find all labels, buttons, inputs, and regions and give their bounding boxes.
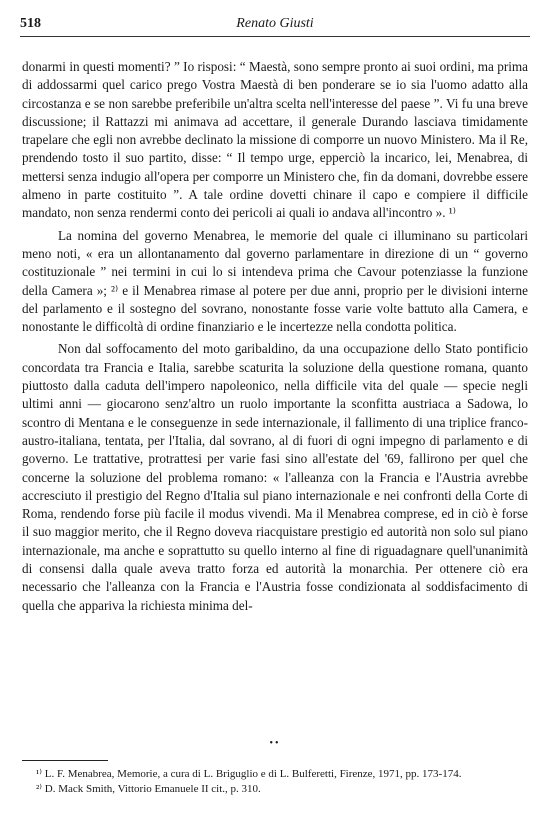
footnotes (22, 767, 528, 797)
paragraph-roman-question: Non dal soffocamento del moto garibaldino, da una occupazione dello Stato pontificio concordata tra Francia e Italia, sarebbe scaturita la soluzione della questione romana, quanto piuttosto dalla caduta dell'impero napoleonico, nella difficile vita del quale — specie negli ultimi anni — giocarono senz'altro un ruolo importante la sconfitta austriaca a Sadowa, lo scontro di Mentana e le conseguenze in sede internazionale, il fallimento di una triplice franco-austro-italiana, tentata, per l'Italia, dal sovrano, al di fuori di ogni impegno di parlamento e di governo. Le trattative, protrattesi per varie fasi sino all'estate del '69, fallirono per quel che concerne la soluzione del problema romano: « l'alleanza con la Francia e l'Austria avrebbe accresciuto il prestigio del Regno d'Italia sul piano internazionale e nei confronti della Corte di Roma, rendendo forse più facile il modus vivendi. Ma il Menabrea comprese, ed in ciò è forse il suo maggior merito, che il Regno doveva riacquistare prestigio ed autorità non solo sul piano internazionale, ma anche e soprattutto su quello interno al fine di riguadagnare quell'unanimità di consensi dalla quale aveva tratto forza ed autorità la monarchia. Per ottenere ciò era necessario che l'alleanza con la Francia e l'Austria fosse condizionata al soddisfacimento di quella che appariva la richiesta minima del- (22, 341, 528, 613)
paragraph-menabrea-government: La nomina del governo Menabrea, le memorie del quale ci illuminano su particolari meno noti, « era un allontanamento dal governo parlamentare in direzione di un “ governo costituzionale ” nei termini in cui lo si intendeva prima che Cavour potenziasse la funzione della Camera »; ²⁾ e il Menabrea rimase al potere per due anni, proprio per le divisioni interne del parlamento e il sostegno del sovrano, nonostante fosse varie volte battuto alla Camera, e nonostante le difficoltà di ordine finanziario e le incertezze nella condotta politica. (22, 227, 528, 335)
signature-mark: •• (269, 738, 281, 749)
paragraph-continuation: donarmi in questi momenti? ” Io risposi: “ Maestà, sono sempre pronto ai suoi ordini, ma prima di addossarmi quel carico prego Vostra Maestà di ben ponderare se io sia l'uomo adatto alla circostanza e se non sarebbe preferibile un'altra scelta nell'interesse del paese ”. Vi fu una breve discussione; il Rattazzi mi animava ad accettare, il generale Durando lasciava timidamente trapelare che egli non avrebbe declinato la missione di comporre un nuovo Ministero. Ma il Re, prendendo tosto il suo partito, disse: “ Il tempo urge, epperciò la incarico, lei, Menabrea, di mettersi senza indugio all'opera per comporre un Ministero che, fin da domani, dovrebbe essere almeno in parte costituito ”. A tale ordine dovetti chinare il capo e compiere il difficile mandato, non senza rendermi conto dei pericoli ai quali io andava all'incontro ». ¹⁾ (22, 59, 528, 221)
footnote-2: ²⁾ D. Mack Smith, Vittorio Emanuele II cit., p. 310. (36, 783, 261, 795)
page-number: 518 (20, 16, 41, 31)
footnote-rule (22, 760, 108, 761)
page-header (20, 14, 530, 37)
body-text (22, 58, 528, 615)
running-title: Renato Giusti (236, 16, 314, 31)
footnote-1: ¹⁾ L. F. Menabrea, Memorie, a cura di L. Briguglio e di L. Bulferetti, Firenze, 1971, pp. 173-174. (36, 768, 462, 780)
